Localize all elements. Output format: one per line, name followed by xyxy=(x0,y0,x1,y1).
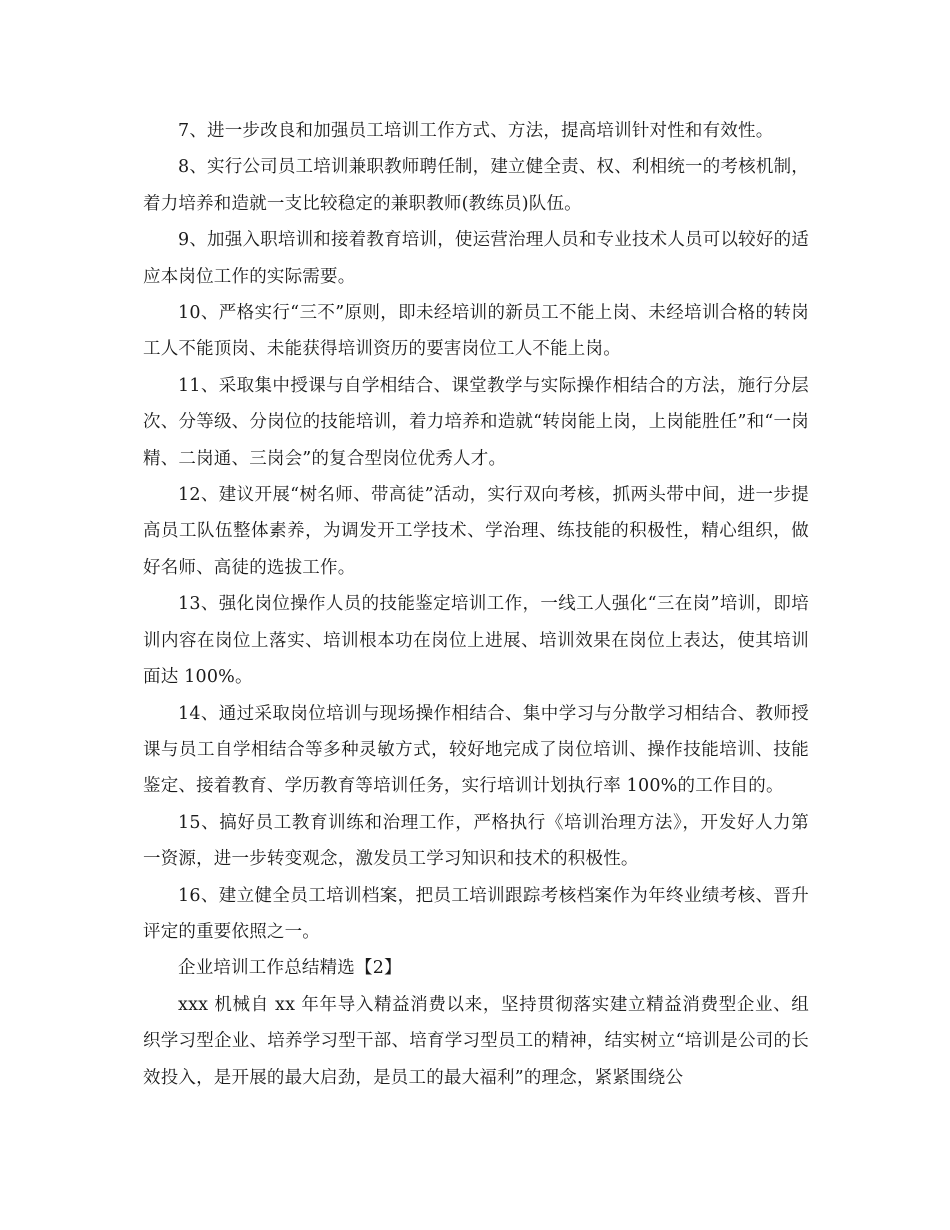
paragraph-16: 16、建立健全员工培训档案，把员工培训跟踪考核档案作为年终业绩考核、晋升评定的重要依照之一。 xyxy=(143,885,809,942)
document-body xyxy=(143,113,809,1096)
paragraph-12: 12、建议开展“树名师、带高徒”活动，实行双向考核，抓两头带中间，进一步提高员工队伍整体素养，为调发开工学技术、学治理、练技能的积极性，精心组织，做好名师、高徒的选拔工作。 xyxy=(143,485,809,578)
paragraph-9: 9、加强入职培训和接着教育培训，使运营治理人员和专业技术人员可以较好的适应本岗位工作的实际需要。 xyxy=(143,230,809,287)
section-heading: 企业培训工作总结精选【2】 xyxy=(178,958,402,979)
paragraph-7: 7、进一步改良和加强员工培训工作方式、方法，提高培训针对性和有效性。 xyxy=(178,121,774,141)
paragraph-13: 13、强化岗位操作人员的技能鉴定培训工作，一线工人强化“三在岗”培训，即培训内容在岗位上落实、培训根本功在岗位上进展、培训效果在岗位上表达，使其培训面达 100%。 xyxy=(143,594,809,688)
paragraph-11: 11、采取集中授课与自学相结合、课堂教学与实际操作相结合的方法，施行分层次、分等级、分岗位的技能培训，着力培养和造就“转岗能上岗，上岗能胜任”和“一岗精、二岗通、三岗会”的复合型岗位优秀人才。 xyxy=(143,375,809,469)
paragraph-15: 15、搞好员工教育训练和治理工作，严格执行《培训治理方法》，开发好人力第一资源，进一步转变观念，激发员工学习知识和技术的积极性。 xyxy=(143,812,809,870)
paragraph-8: 8、实行公司员工培训兼职教师聘任制，建立健全责、权、利相统一的考核机制，着力培养和造就一支比较稳定的兼职教师(教练员)队伍。 xyxy=(143,157,809,214)
paragraph-intro: xxx 机械自 xx 年年导入精益消费以来，坚持贯彻落实建立精益消费型企业、组织学习型企业、培养学习型干部、培育学习型员工的精神，结实树立“培训是公司的长效投入，是开展的最大启劲，是员工的最大福利”的理念，紧紧围绕公 xyxy=(143,994,809,1088)
paragraph-14: 14、通过采取岗位培训与现场操作相结合、集中学习与分散学习相结合、教师授课与员工自学相结合等多种灵敏方式，较好地完成了岗位培训、操作技能培训、技能鉴定、接着教育、学历教育等培训任务，实行培训计划执行率 100%的工作目的。 xyxy=(143,703,809,797)
paragraph-10: 10、严格实行“三不”原则，即未经培训的新员工不能上岗、未经培训合格的转岗工人不能顶岗、未能获得培训资历的要害岗位工人不能上岗。 xyxy=(143,303,809,360)
